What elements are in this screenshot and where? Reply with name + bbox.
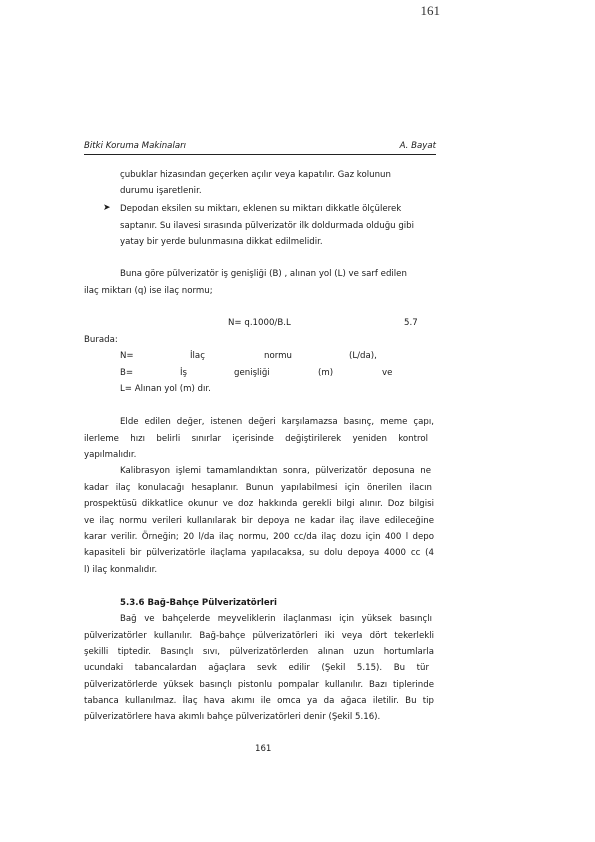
- paragraph-line: pülverizatörlere hava akımlı bahçe pülverizatörleri denir (Şekil 5.16).: [84, 712, 381, 722]
- paragraph-line: kadar ilaç konulacağı hesaplanır. Bunun yapılabilmesi için önerilen ilacın: [84, 483, 432, 493]
- def-word: (L/da),: [349, 351, 377, 361]
- def-line: L= Alınan yol (m) dır.: [120, 384, 211, 394]
- paragraph-line: ucundaki tabancalardan ağaçlara sevk edilir (Şekil 5.15). Bu tür: [84, 663, 429, 673]
- def-word: İş: [180, 368, 188, 378]
- paragraph-line: ve ilaç normu verileri kullanılarak bir depoya ne kadar ilaç ilave edileceğine: [84, 516, 434, 526]
- def-word: genişliği: [234, 368, 270, 378]
- paragraph-line: karar verilir. Örneğin; 20 l/da ilaç normu, 200 cc/da ilaç dozu için 400 l depo: [84, 532, 434, 542]
- def-symbol: B=: [120, 368, 134, 378]
- header-left: Bitki Koruma Makinaları: [84, 141, 187, 151]
- paragraph-line: ilaç miktarı (q) ise ilaç normu;: [84, 286, 213, 296]
- def-word: ve: [382, 368, 393, 378]
- paragraph-line: Elde edilen değer, istenen değeri karşılamazsa basınç, meme çapı,: [120, 417, 434, 427]
- paragraph-line: pülverizatörler kullanılır. Bağ-bahçe pülverizatörleri iki veya dört tekerlekli: [84, 631, 434, 641]
- paragraph-line: Bağ ve bahçelerde meyveliklerin ilaçlanması için yüksek basınçlı: [120, 614, 432, 624]
- paragraph-line: ilerleme hızı belirli sınırlar içerisinde değiştirilerek yeniden kontrol: [84, 434, 428, 444]
- paragraph-line: tabanca kullanılmaz. İlaç hava akımı ile omca ya da ağaca iletilir. Bu tip: [84, 696, 434, 706]
- paragraph-line: prospektüsü dikkatlice okunur ve doz hakkında gerekli bilgi alınır. Doz bilgisi: [84, 499, 434, 509]
- paragraph-line: l) ilaç konmalıdır.: [84, 565, 158, 575]
- def-word: (m): [318, 368, 334, 378]
- paragraph-line: kapasiteli bir pülverizatörle ilaçlama yapılacaksa, su dolu depoya 4000 cc (4: [84, 548, 434, 558]
- bullet-line: durumu işaretlenir.: [120, 186, 202, 196]
- top-page-number: 161: [420, 3, 440, 18]
- bullet-line: Depodan eksilen su miktarı, eklenen su miktarı dikkatle ölçülerek: [120, 204, 402, 214]
- bullet-line: saptanır. Su ilavesi sırasında pülverizatör ilk doldurmada olduğu gibi: [120, 221, 415, 231]
- paragraph-line: yapılmalıdır.: [84, 450, 137, 460]
- running-header: [84, 141, 436, 155]
- bullet-line: yatay bir yerde bulunmasına dikkat edilmelidir.: [120, 237, 323, 247]
- bullet-arrow-icon: ➤: [103, 203, 111, 213]
- bullet-line: çubuklar hizasından geçerken açılır veya kapatılır. Gaz kolunun: [120, 170, 391, 180]
- page-number: 161: [255, 744, 272, 754]
- paragraph-line: pülverizatörlerde yüksek basınçlı pistonlu pompalar kullanılır. Bazı tiplerinde: [84, 680, 434, 690]
- def-symbol: N=: [120, 351, 134, 361]
- equation-formula: N= q.1000/B.L: [228, 318, 291, 328]
- def-word: İlaç: [190, 351, 205, 361]
- def-word: normu: [264, 351, 292, 361]
- section-title: 5.3.6 Bağ-Bahçe Pülverizatörleri: [120, 598, 277, 608]
- equation-number: 5.7: [404, 318, 418, 328]
- header-right: A. Bayat: [399, 141, 436, 151]
- burada-label: Burada:: [84, 335, 118, 345]
- paragraph-line: Buna göre pülverizatör iş genişliği (B) , alınan yol (L) ve sarf edilen: [120, 269, 407, 279]
- paragraph-line: Kalibrasyon işlemi tamamlandıktan sonra, pülverizatör deposuna ne: [120, 466, 431, 476]
- paragraph-line: şekilli tiptedir. Basınçlı sıvı, pülverizatörlerden alınan uzun hortumlarla: [84, 647, 434, 657]
